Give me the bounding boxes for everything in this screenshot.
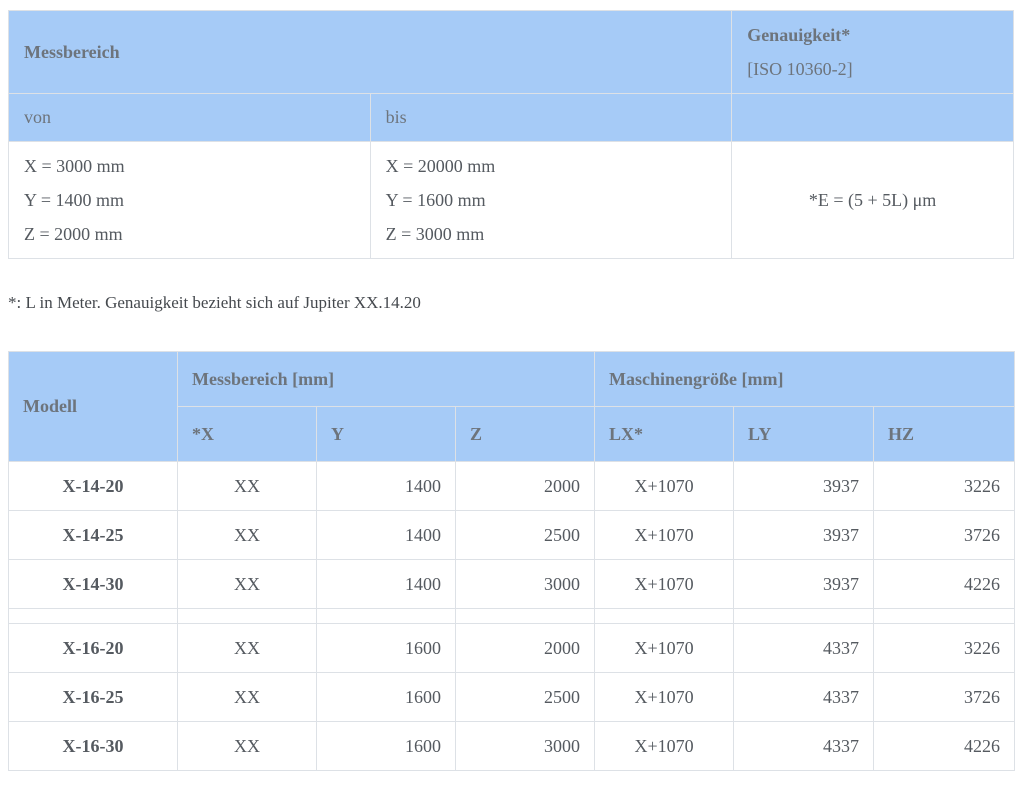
footnote: *: L in Meter. Genauigkeit bezieht sich auf Jupiter XX.14.20 xyxy=(8,293,421,312)
ly-cell: 4337 xyxy=(734,624,874,673)
lx-cell: X+1070 xyxy=(595,511,734,560)
y-cell: 1600 xyxy=(317,722,456,771)
hz-cell: 4226 xyxy=(874,722,1015,771)
hz-cell: 3726 xyxy=(874,511,1015,560)
accuracy-header xyxy=(732,11,1014,94)
hz-cell: 3726 xyxy=(874,673,1015,722)
x-cell: XX xyxy=(178,462,317,511)
x-cell: XX xyxy=(178,722,317,771)
ly-cell: 4337 xyxy=(734,673,874,722)
lx-cell: X+1070 xyxy=(595,462,734,511)
spacer-cell xyxy=(178,609,317,624)
lx-header: LX* xyxy=(595,407,734,462)
hz-cell: 3226 xyxy=(874,624,1015,673)
table-row xyxy=(9,462,1015,511)
to-x-value: X = 20000 mm xyxy=(385,156,496,176)
accuracy-header-standard: [ISO 10360-2] xyxy=(747,59,853,79)
accuracy-header-title: Genauigkeit* xyxy=(747,25,851,45)
y-cell: 1600 xyxy=(317,624,456,673)
z-cell: 3000 xyxy=(456,560,595,609)
to-header: bis xyxy=(370,94,732,142)
y-cell: 1400 xyxy=(317,560,456,609)
accuracy-subheader-empty xyxy=(732,94,1014,142)
z-cell: 3000 xyxy=(456,722,595,771)
spec-table xyxy=(8,10,1014,259)
lx-cell: X+1070 xyxy=(595,560,734,609)
model-header: Modell xyxy=(9,352,178,462)
ly-cell: 3937 xyxy=(734,511,874,560)
lx-cell: X+1070 xyxy=(595,624,734,673)
table-spacer-row xyxy=(9,609,1015,624)
machine-size-header: Maschinengröße [mm] xyxy=(595,352,1015,407)
hz-header: HZ xyxy=(874,407,1015,462)
ly-cell: 3937 xyxy=(734,560,874,609)
spacer-cell xyxy=(9,609,178,624)
spacer-cell xyxy=(734,609,874,624)
model-cell: X-16-30 xyxy=(9,722,178,771)
lx-cell: X+1070 xyxy=(595,722,734,771)
spacer-cell xyxy=(595,609,734,624)
y-cell: 1400 xyxy=(317,462,456,511)
model-cell: X-14-25 xyxy=(9,511,178,560)
from-values-cell xyxy=(9,142,371,259)
table-row xyxy=(9,560,1015,609)
ly-header: LY xyxy=(734,407,874,462)
measuring-range-mm-header: Messbereich [mm] xyxy=(178,352,595,407)
from-y-value: Y = 1400 mm xyxy=(24,190,124,210)
spacer-cell xyxy=(317,609,456,624)
to-values-cell xyxy=(370,142,732,259)
x-cell: XX xyxy=(178,673,317,722)
ly-cell: 4337 xyxy=(734,722,874,771)
table-row xyxy=(9,624,1015,673)
accuracy-value: *E = (5 + 5L) μm xyxy=(732,142,1014,259)
model-cell: X-14-20 xyxy=(9,462,178,511)
z-cell: 2500 xyxy=(456,673,595,722)
z-cell: 2000 xyxy=(456,462,595,511)
ly-cell: 3937 xyxy=(734,462,874,511)
table-row xyxy=(9,511,1015,560)
model-cell: X-16-20 xyxy=(9,624,178,673)
from-z-value: Z = 2000 mm xyxy=(24,224,123,244)
z-cell: 2000 xyxy=(456,624,595,673)
model-table xyxy=(8,351,1015,771)
z-header: Z xyxy=(456,407,595,462)
spacer-cell xyxy=(874,609,1015,624)
to-z-value: Z = 3000 mm xyxy=(385,224,485,244)
table-row xyxy=(9,722,1015,771)
z-cell: 2500 xyxy=(456,511,595,560)
spacer-cell xyxy=(456,609,595,624)
hz-cell: 4226 xyxy=(874,560,1015,609)
y-cell: 1400 xyxy=(317,511,456,560)
to-y-value: Y = 1600 mm xyxy=(385,190,486,210)
y-cell: 1600 xyxy=(317,673,456,722)
model-cell: X-16-25 xyxy=(9,673,178,722)
y-header: Y xyxy=(317,407,456,462)
hz-cell: 3226 xyxy=(874,462,1015,511)
x-header: *X xyxy=(178,407,317,462)
from-header: von xyxy=(9,94,371,142)
x-cell: XX xyxy=(178,560,317,609)
x-cell: XX xyxy=(178,511,317,560)
x-cell: XX xyxy=(178,624,317,673)
from-x-value: X = 3000 mm xyxy=(24,156,125,176)
lx-cell: X+1070 xyxy=(595,673,734,722)
table-row xyxy=(9,673,1015,722)
model-cell: X-14-30 xyxy=(9,560,178,609)
measuring-range-header: Messbereich xyxy=(9,11,732,94)
